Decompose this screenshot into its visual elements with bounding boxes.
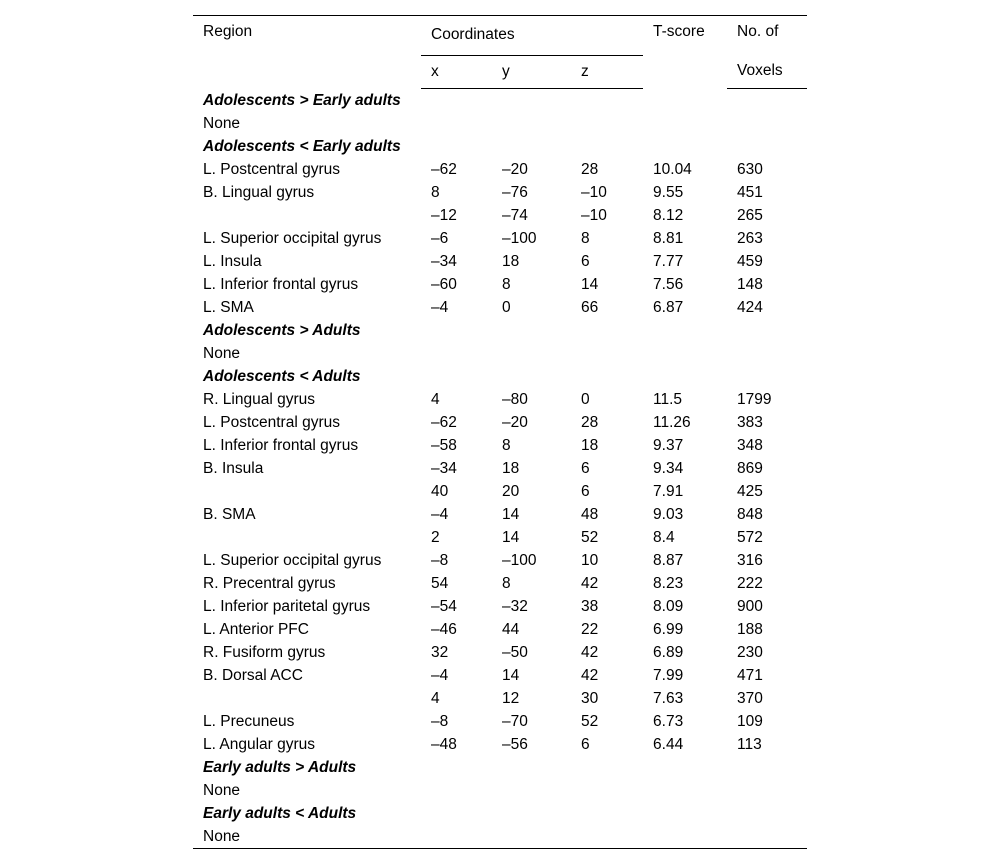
cell-region: R. Fusiform gyrus — [203, 643, 326, 661]
table-row — [193, 572, 807, 595]
cell-z: 6 — [581, 482, 590, 500]
cell-region: None — [203, 827, 241, 845]
cell-z: 28 — [581, 160, 599, 178]
cell-z: 10 — [581, 551, 599, 569]
table-body — [193, 88, 807, 848]
cell-y — [492, 779, 571, 802]
table-row — [193, 388, 807, 411]
cell-voxels: 900 — [737, 597, 763, 615]
section-row — [193, 365, 807, 388]
table-row — [193, 503, 807, 526]
cell-tscore: 7.56 — [653, 275, 684, 293]
cell-voxels: 188 — [737, 620, 763, 638]
cell-tscore: 9.55 — [653, 183, 684, 201]
cell-region: R. Lingual gyrus — [203, 390, 316, 408]
cell-voxels: 451 — [737, 183, 763, 201]
cell-z: 42 — [581, 643, 599, 661]
table-row — [193, 434, 807, 457]
header-y: y — [492, 55, 571, 88]
cell-region: L. Superior occipital gyrus — [203, 229, 382, 247]
cell-region: L. Angular gyrus — [203, 735, 316, 753]
cell-y: –74 — [502, 206, 528, 224]
cell-voxels: 370 — [737, 689, 763, 707]
cell-x: –62 — [431, 413, 457, 431]
cell-y: 18 — [502, 252, 520, 270]
cell-voxels: 222 — [737, 574, 763, 592]
cell-x: –48 — [431, 735, 457, 753]
cell-voxels: 265 — [737, 206, 763, 224]
cell-voxels — [727, 112, 807, 135]
cell-x: –62 — [431, 160, 457, 178]
cell-region — [193, 526, 421, 549]
cell-tscore: 7.91 — [653, 482, 684, 500]
cell-z: 52 — [581, 528, 599, 546]
cell-tscore: 11.26 — [653, 413, 691, 431]
cell-tscore — [643, 779, 727, 802]
cell-voxels: 848 — [737, 505, 763, 523]
cell-tscore: 6.87 — [653, 298, 684, 316]
cell-z: 6 — [581, 735, 590, 753]
cell-region: R. Precentral gyrus — [203, 574, 336, 592]
cell-z: 48 — [581, 505, 599, 523]
cell-y: 8 — [502, 275, 511, 293]
cell-region — [193, 687, 421, 710]
cell-region: L. SMA — [203, 298, 254, 316]
table-row — [193, 250, 807, 273]
cell-tscore: 10.04 — [653, 160, 692, 178]
cell-region: None — [203, 114, 241, 132]
section-row — [193, 88, 807, 112]
section-heading: Early adults > Adults — [203, 758, 357, 776]
table-row — [193, 457, 807, 480]
cell-z: 30 — [581, 689, 599, 707]
cell-x: –4 — [431, 666, 449, 684]
cell-x — [421, 342, 492, 365]
cell-x: –58 — [431, 436, 457, 454]
header-voxels-line2: Voxels — [727, 55, 807, 88]
section-heading: Adolescents > Early adults — [203, 91, 401, 109]
cell-voxels: 109 — [737, 712, 763, 730]
cell-y: 0 — [502, 298, 511, 316]
cell-y: –76 — [502, 183, 528, 201]
cell-voxels — [727, 779, 807, 802]
cell-z — [571, 342, 643, 365]
results-table — [193, 15, 807, 849]
table-row — [193, 480, 807, 503]
cell-x: –8 — [431, 551, 449, 569]
cell-voxels: 230 — [737, 643, 763, 661]
cell-y: –50 — [502, 643, 528, 661]
cell-x: –34 — [431, 252, 457, 270]
cell-y: 14 — [502, 528, 520, 546]
cell-region: L. Insula — [203, 252, 262, 270]
cell-z: 28 — [581, 413, 599, 431]
table-row — [193, 779, 807, 802]
cell-tscore: 8.09 — [653, 597, 684, 615]
cell-z: 66 — [581, 298, 599, 316]
table-row — [193, 296, 807, 319]
cell-x: 8 — [431, 183, 440, 201]
table-row — [193, 595, 807, 618]
cell-y: 8 — [502, 574, 511, 592]
cell-y — [492, 342, 571, 365]
cell-tscore — [643, 342, 727, 365]
cell-tscore: 8.81 — [653, 229, 684, 247]
section-row — [193, 135, 807, 158]
cell-z: 8 — [581, 229, 590, 247]
cell-y: 12 — [502, 689, 520, 707]
section-row — [193, 802, 807, 825]
cell-tscore: 7.63 — [653, 689, 684, 707]
cell-x: –4 — [431, 298, 449, 316]
cell-z: 18 — [581, 436, 599, 454]
cell-voxels: 869 — [737, 459, 763, 477]
table-row — [193, 618, 807, 641]
cell-x: –4 — [431, 505, 449, 523]
cell-tscore: 8.4 — [653, 528, 675, 546]
table-row — [193, 158, 807, 181]
header-tscore: T-score — [653, 23, 705, 40]
cell-voxels: 1799 — [737, 390, 772, 408]
table-row — [193, 825, 807, 849]
cell-region: None — [203, 344, 241, 362]
header-region: Region — [203, 23, 253, 40]
cell-y: 14 — [502, 505, 520, 523]
cell-tscore: 6.99 — [653, 620, 684, 638]
cell-region: L. Anterior PFC — [203, 620, 309, 638]
cell-voxels: 383 — [737, 413, 763, 431]
cell-y — [492, 825, 571, 849]
cell-x — [421, 779, 492, 802]
cell-voxels: 572 — [737, 528, 763, 546]
table-row — [193, 411, 807, 434]
table-row — [193, 687, 807, 710]
cell-region: L. Postcentral gyrus — [203, 413, 340, 431]
cell-voxels: 459 — [737, 252, 763, 270]
section-row — [193, 319, 807, 342]
cell-x: –60 — [431, 275, 457, 293]
cell-x — [421, 112, 492, 135]
cell-z: 38 — [581, 597, 599, 615]
cell-x: –8 — [431, 712, 449, 730]
cell-z: 22 — [581, 620, 599, 638]
table-row — [193, 526, 807, 549]
cell-z: –10 — [581, 183, 607, 201]
cell-region: L. Postcentral gyrus — [203, 160, 340, 178]
cell-y: –20 — [502, 413, 528, 431]
cell-voxels: 630 — [737, 160, 763, 178]
section-heading: Adolescents < Early adults — [203, 137, 401, 155]
section-heading: Adolescents < Adults — [203, 367, 361, 385]
cell-tscore: 11.5 — [653, 390, 683, 408]
cell-y: –70 — [502, 712, 528, 730]
cell-x: –34 — [431, 459, 457, 477]
cell-voxels: 316 — [737, 551, 763, 569]
cell-tscore: 6.89 — [653, 643, 684, 661]
cell-region: B. SMA — [203, 505, 256, 523]
cell-z: –10 — [581, 206, 607, 224]
header-x: x — [421, 55, 492, 88]
cell-region: L. Inferior frontal gyrus — [203, 275, 359, 293]
cell-voxels: 148 — [737, 275, 763, 293]
cell-region: B. Insula — [203, 459, 264, 477]
table-row — [193, 342, 807, 365]
table-row — [193, 227, 807, 250]
cell-x: –54 — [431, 597, 457, 615]
table-row — [193, 733, 807, 756]
cell-voxels: 113 — [737, 735, 762, 753]
cell-z: 42 — [581, 666, 599, 684]
cell-y: –56 — [502, 735, 528, 753]
cell-voxels — [727, 825, 807, 849]
cell-tscore: 8.12 — [653, 206, 684, 224]
cell-voxels: 424 — [737, 298, 763, 316]
section-heading: Adolescents > Adults — [203, 321, 361, 339]
results-table-container — [193, 15, 807, 849]
cell-y: 20 — [502, 482, 520, 500]
table-row — [193, 181, 807, 204]
cell-region — [193, 204, 421, 227]
cell-tscore: 6.73 — [653, 712, 684, 730]
cell-z — [571, 779, 643, 802]
cell-tscore: 8.87 — [653, 551, 684, 569]
cell-x: 2 — [431, 528, 440, 546]
cell-z: 0 — [581, 390, 590, 408]
cell-voxels — [727, 342, 807, 365]
table-row — [193, 641, 807, 664]
cell-x: 32 — [431, 643, 449, 661]
cell-z — [571, 112, 643, 135]
header-z: z — [571, 55, 643, 88]
cell-y: 8 — [502, 436, 511, 454]
cell-region — [193, 480, 421, 503]
cell-y: –20 — [502, 160, 528, 178]
cell-tscore — [643, 112, 727, 135]
cell-y: 44 — [502, 620, 520, 638]
cell-x: 54 — [431, 574, 449, 592]
cell-x: 4 — [431, 689, 440, 707]
cell-region: L. Precuneus — [203, 712, 295, 730]
section-row — [193, 756, 807, 779]
cell-voxels: 425 — [737, 482, 763, 500]
cell-z — [571, 825, 643, 849]
cell-y: –80 — [502, 390, 528, 408]
table-row — [193, 112, 807, 135]
cell-region: None — [203, 781, 241, 799]
cell-tscore: 7.77 — [653, 252, 684, 270]
cell-voxels: 263 — [737, 229, 763, 247]
cell-z: 14 — [581, 275, 599, 293]
cell-x: 4 — [431, 390, 440, 408]
section-heading: Early adults < Adults — [203, 804, 357, 822]
cell-x: –46 — [431, 620, 457, 638]
cell-y: –100 — [502, 551, 537, 569]
cell-y: 18 — [502, 459, 520, 477]
cell-z: 42 — [581, 574, 599, 592]
table-header — [193, 16, 807, 89]
cell-voxels: 348 — [737, 436, 763, 454]
cell-y: –100 — [502, 229, 537, 247]
header-coordinates: Coordinates — [421, 16, 643, 56]
cell-region: L. Superior occipital gyrus — [203, 551, 382, 569]
cell-region: L. Inferior frontal gyrus — [203, 436, 359, 454]
table-row — [193, 549, 807, 572]
cell-tscore — [643, 825, 727, 849]
cell-tscore: 6.44 — [653, 735, 684, 753]
cell-x: 40 — [431, 482, 449, 500]
table-row — [193, 273, 807, 296]
cell-tscore: 9.03 — [653, 505, 684, 523]
cell-x: –6 — [431, 229, 449, 247]
cell-tscore: 9.34 — [653, 459, 684, 477]
cell-tscore: 9.37 — [653, 436, 684, 454]
cell-z: 52 — [581, 712, 599, 730]
cell-region: B. Dorsal ACC — [203, 666, 303, 684]
cell-y: 14 — [502, 666, 520, 684]
cell-tscore: 7.99 — [653, 666, 684, 684]
table-row — [193, 204, 807, 227]
cell-z: 6 — [581, 252, 590, 270]
header-voxels-line1: No. of — [737, 23, 779, 40]
table-row — [193, 664, 807, 687]
cell-z: 6 — [581, 459, 590, 477]
cell-voxels: 471 — [737, 666, 763, 684]
cell-y — [492, 112, 571, 135]
cell-y: –32 — [502, 597, 528, 615]
cell-tscore: 8.23 — [653, 574, 684, 592]
cell-x — [421, 825, 492, 849]
cell-region: B. Lingual gyrus — [203, 183, 315, 201]
table-row — [193, 710, 807, 733]
cell-x: –12 — [431, 206, 457, 224]
cell-region: L. Inferior paritetal gyrus — [203, 597, 371, 615]
